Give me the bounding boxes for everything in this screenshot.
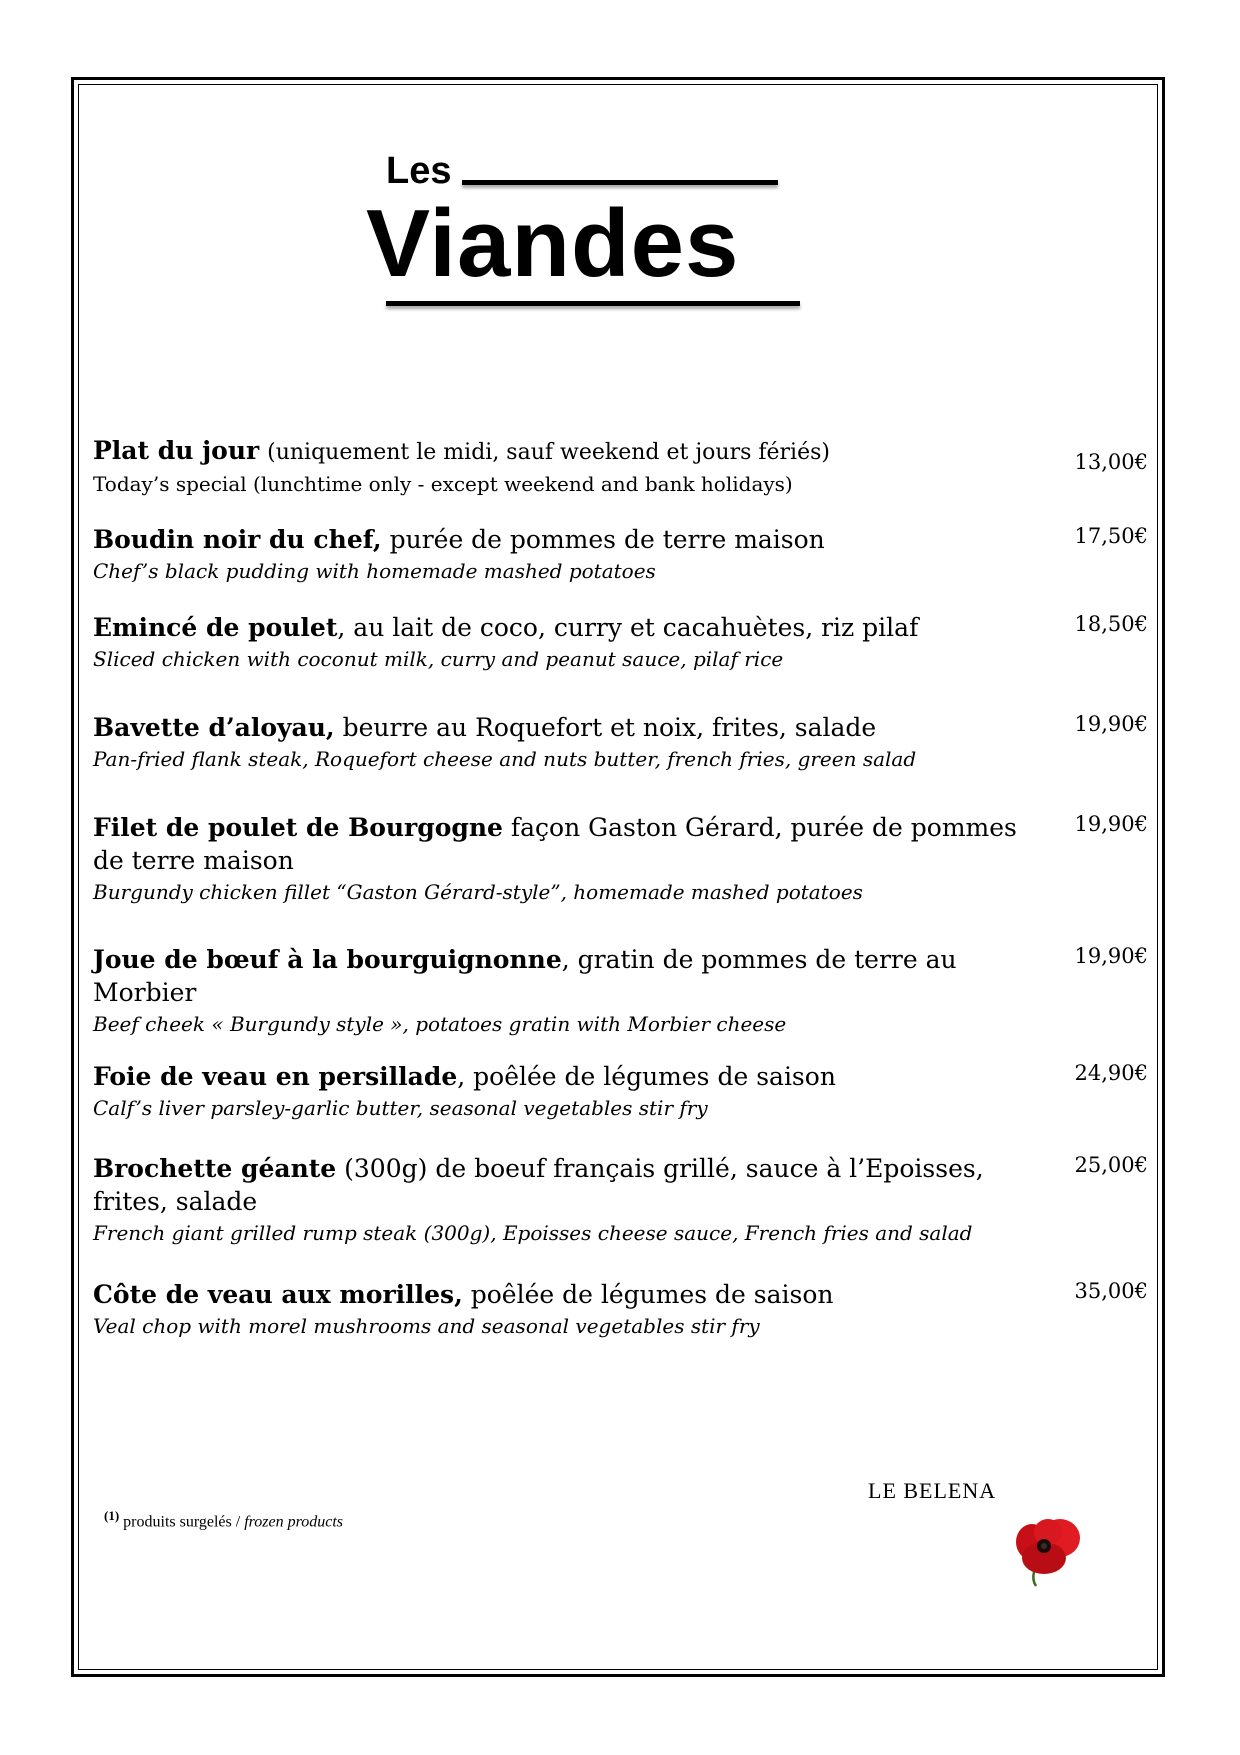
menu-item-fr <box>93 434 1028 469</box>
menu-item-en: Today’s special (lunchtime only - except weekend and bank holidays) <box>93 472 793 496</box>
menu-item-bavette <box>93 711 1053 775</box>
menu-item-desc: , au lait de coco, curry et cacahuètes, riz pilaf <box>337 613 919 642</box>
menu-item-desc: beurre au Roquefort et noix, frites, salade <box>334 713 877 742</box>
menu-item-brochette <box>93 1152 1053 1249</box>
menu-item-name: Foie de veau en persillade <box>93 1062 458 1091</box>
title-les: Les <box>386 150 452 192</box>
menu-item-fr <box>93 811 1028 877</box>
footnote-en: frozen products <box>244 1513 344 1531</box>
menu-item-desc: , poêlée de légumes de saison <box>457 1062 836 1091</box>
menu-item-en: Beef cheek « Burgundy style », potatoes gratin with Morbier cheese <box>93 1012 787 1036</box>
menu-item-price: 13,00€ <box>1074 450 1148 474</box>
menu-item-price: 25,00€ <box>1074 1153 1148 1177</box>
page-title: Viandes <box>366 190 740 297</box>
menu-item-en: Veal chop with morel mushrooms and seasonal vegetables stir fry <box>93 1314 760 1338</box>
footnote <box>104 1508 343 1531</box>
menu-item-foie-veau <box>93 1060 1053 1124</box>
menu-item-plat-du-jour <box>93 434 1053 500</box>
menu-item-price: 24,90€ <box>1074 1061 1148 1085</box>
menu-item-cote-veau <box>93 1278 1053 1342</box>
menu-item-price: 18,50€ <box>1074 612 1148 636</box>
menu-item-fr <box>93 711 1028 744</box>
menu-item-en: Calf’s liver parsley-garlic butter, seasonal vegetables stir fry <box>93 1096 708 1120</box>
menu-item-en: Sliced chicken with coconut milk, curry and peanut sauce, pilaf rice <box>93 647 784 671</box>
menu-item-name: Emincé de poulet <box>93 613 338 642</box>
menu-item-price: 17,50€ <box>1074 524 1148 548</box>
title-rule-top <box>462 180 778 185</box>
menu-item-en: Pan-fried flank steak, Roquefort cheese and nuts butter, french fries, green salad <box>93 747 917 771</box>
poppy-flower-icon <box>1014 1512 1084 1587</box>
menu-item-en: Chef’s black pudding with homemade mashed potatoes <box>93 559 656 583</box>
footnote-fr: produits surgelés / <box>119 1513 245 1531</box>
menu-item-desc: façon Gaston Gérard, purée de pommes de terre maison <box>93 813 1017 875</box>
footnote-mark: (1) <box>104 1508 120 1523</box>
menu-item-filet-poulet <box>93 811 1053 908</box>
menu-item-desc: poêlée de légumes de saison <box>462 1280 834 1309</box>
menu-item-name: Bavette d’aloyau, <box>93 713 335 742</box>
menu-item-fr <box>93 943 1028 1009</box>
menu-item-desc: (300g) de boeuf français grillé, sauce à l’Epoisses, frites, salade <box>93 1154 984 1216</box>
title-rule-bottom <box>386 301 800 306</box>
menu-item-name: Côte de veau aux morilles, <box>93 1280 463 1309</box>
menu-item-name: Brochette géante <box>93 1154 337 1183</box>
menu-item-joue-boeuf <box>93 943 1053 1040</box>
menu-item-fr <box>93 1278 1028 1311</box>
menu-item-fr <box>93 1060 1028 1093</box>
menu-item-name: Filet de poulet de Bourgogne <box>93 813 503 842</box>
menu-item-price: 19,90€ <box>1074 944 1148 968</box>
menu-item-name: Boudin noir du chef, <box>93 525 382 554</box>
menu-item-note: (uniquement le midi, sauf weekend et jours fériés) <box>267 440 830 465</box>
menu-item-price: 19,90€ <box>1074 712 1148 736</box>
menu-item-desc: , gratin de pommes de terre au Morbier <box>93 945 957 1007</box>
menu-item-en: Burgundy chicken fillet “Gaston Gérard-style”, homemade mashed potatoes <box>93 880 863 904</box>
menu-item-price: 35,00€ <box>1074 1279 1148 1303</box>
menu-item-fr <box>93 1152 1028 1218</box>
menu-item-emince-poulet <box>93 611 1053 675</box>
menu-item-fr <box>93 523 1028 556</box>
menu-item-boudin-noir <box>93 523 1053 587</box>
menu-item-name: Plat du jour <box>93 436 260 465</box>
menu-item-desc: purée de pommes de terre maison <box>381 525 825 554</box>
menu-item-price: 19,90€ <box>1074 812 1148 836</box>
menu-item-en: French giant grilled rump steak (300g), Epoisses cheese sauce, French fries and salad <box>93 1221 973 1245</box>
restaurant-name: LE BELENA <box>868 1478 997 1503</box>
menu-item-fr <box>93 611 1028 644</box>
menu-item-name: Joue de bœuf à la bourguignonne <box>93 945 562 974</box>
